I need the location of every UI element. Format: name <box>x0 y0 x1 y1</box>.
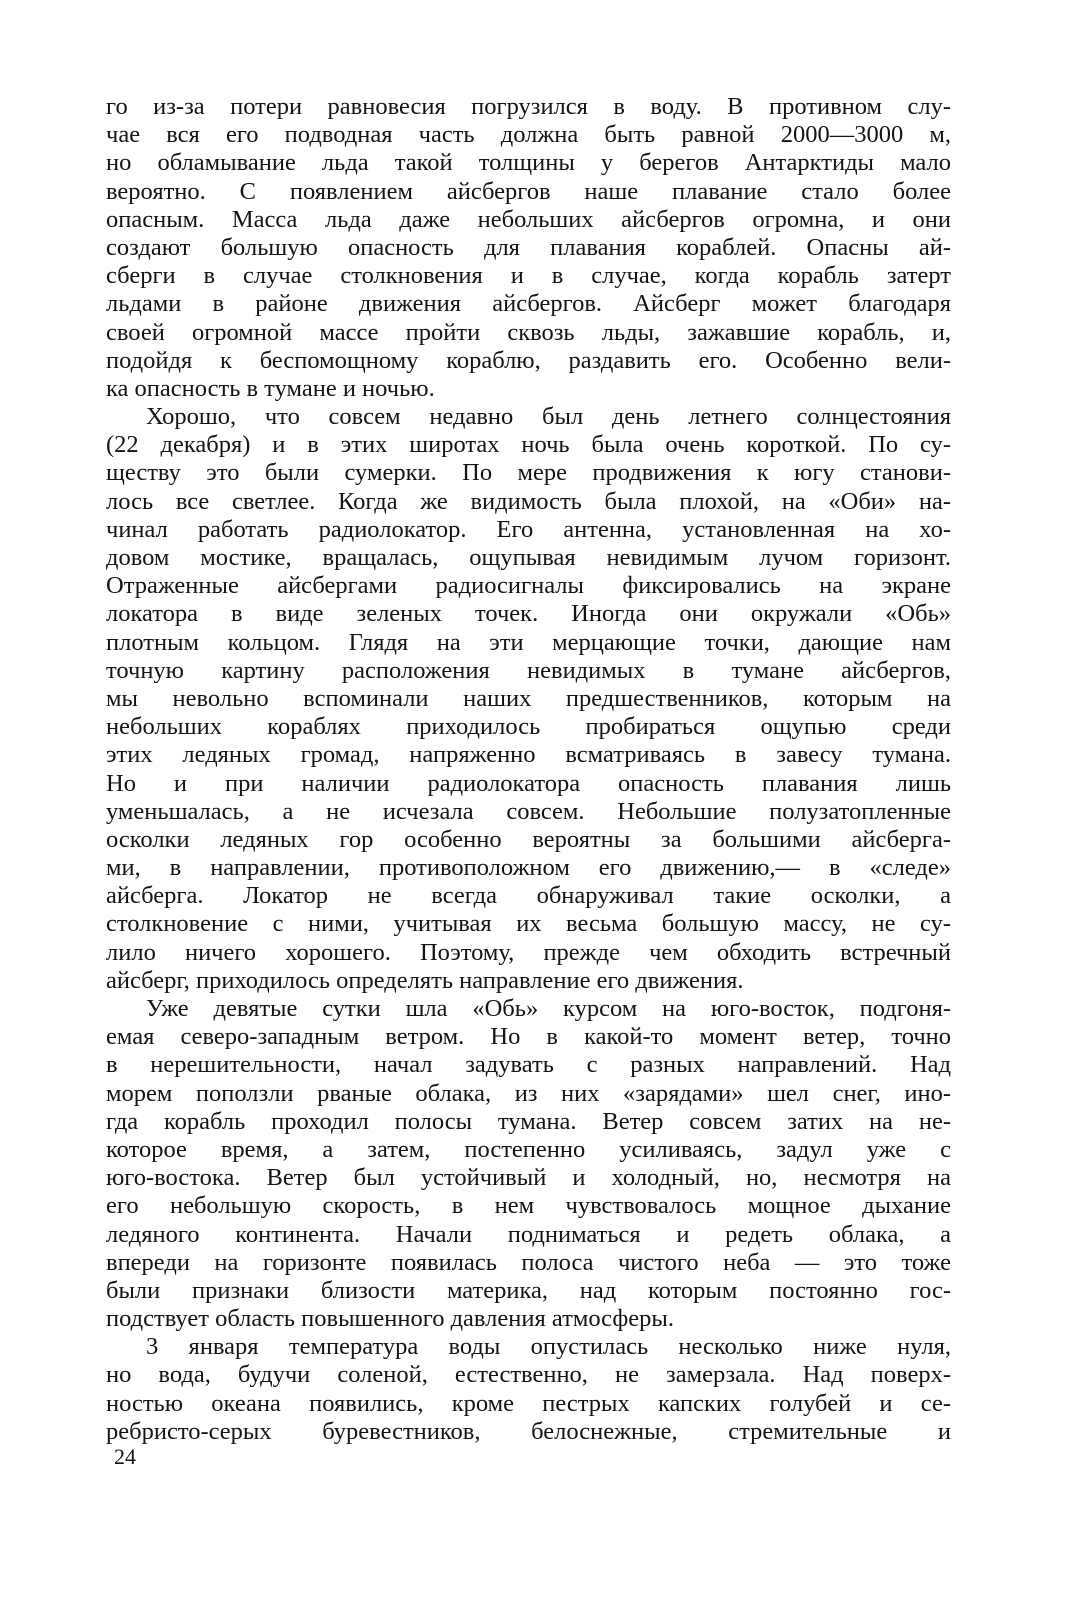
text-line: чинал работать радиолокатор. Его антенна, установленная на хо- <box>106 515 951 543</box>
page-number: 24 <box>114 1444 136 1469</box>
text-line: морем поползли рваные облака, из них «зарядами» шел снег, ино- <box>106 1079 951 1107</box>
text-line: небольших кораблях приходилось пробираться ощупью среди <box>106 713 951 741</box>
text-line: юго-востока. Ветер был устойчивый и холодный, но, несмотря на <box>106 1164 951 1192</box>
text-line: мы невольно вспоминали наших предшественников, которым на <box>106 684 951 712</box>
text-line: довом мостике, вращалась, ощупывая невидимым лучом горизонт. <box>106 544 951 571</box>
text-line: создают большую опасность для плавания кораблей. Опасны ай- <box>106 233 951 261</box>
text-line: (22 декабря) и в этих широтах ночь была очень короткой. По су- <box>106 431 951 459</box>
text-line: айсберг, приходилось определять направление его движения. <box>106 966 744 994</box>
text-line: точную картину расположения невидимых в тумане айсбергов, <box>106 656 951 684</box>
text-line: ностью океана появились, кроме пестрых капских голубей и се- <box>106 1389 951 1417</box>
text-line: емая северо-западным ветром. Но в какой-то момент ветер, точно <box>106 1023 951 1051</box>
paragraph <box>106 1333 951 1446</box>
text-line: Отраженные айсбергами радиосигналы фиксировались на экране <box>106 572 951 600</box>
text-line: локатора в виде зеленых точек. Иногда они окружали «Обь» <box>106 600 951 628</box>
text-line: ледяного континента. Начали подниматься и редеть облака, а <box>106 1220 951 1248</box>
text-line: в нерешительности, начал задувать с разных направлений. Над <box>106 1051 951 1079</box>
text-line: этих ледяных громад, напряженно всматриваясь в завесу тумана. <box>106 741 951 769</box>
text-line: столкновение с ними, учитывая их весьма большую массу, не су- <box>106 910 951 938</box>
text-line: подствует область повышенного давления атмосферы. <box>106 1305 674 1333</box>
paragraph <box>106 995 951 1333</box>
text-line: гда корабль проходил полосы тумана. Ветер совсем затих на не- <box>106 1107 951 1135</box>
text-line: ществу это были сумерки. По мере продвижения к югу станови- <box>106 459 951 487</box>
text-line: но обламывание льда такой толщины у берегов Антарктиды мало <box>106 149 951 177</box>
text-line: его небольшую скорость, в нем чувствовалось мощное дыхание <box>106 1192 951 1220</box>
text-line: лось все светлее. Когда же видимость была плохой, на «Оби» на- <box>106 487 951 515</box>
text-line: айсберга. Локатор не всегда обнаруживал такие осколки, а <box>106 882 951 910</box>
text-line: 3 января температура воды опустилась несколько ниже нуля, <box>146 1333 951 1361</box>
text-line: которое время, а затем, постепенно усиливаясь, задул уже с <box>106 1135 951 1163</box>
text-line: льдами в районе движения айсбергов. Айсберг может благодаря <box>106 290 951 318</box>
text-line: плотным кольцом. Глядя на эти мерцающие точки, дающие нам <box>106 628 951 656</box>
paragraph <box>106 403 951 995</box>
text-line: уменьшалась, а не исчезала совсем. Небольшие полузатопленные <box>106 797 951 825</box>
text-line: осколки ледяных гор особенно вероятны за большими айсберга- <box>106 825 951 853</box>
text-line: го из-за потери равновесия погрузился в воду. В противном слу- <box>106 93 951 120</box>
text-line: Хорошо, что совсем недавно был день летнего солнцестояния <box>146 403 951 431</box>
text-line: Но и при наличии радиолокатора опасность плавания лишь <box>106 769 951 797</box>
text-line: но вода, будучи соленой, естественно, не замерзала. Над поверх- <box>106 1361 951 1389</box>
text-line: ми, в направлении, противоположном его движению,— в «следе» <box>106 854 951 882</box>
text-line: подойдя к беспомощному кораблю, раздавить его. Особенно вели- <box>106 346 951 374</box>
text-line: чае вся его подводная часть должна быть равной 2000—3000 м, <box>106 121 951 149</box>
body-text <box>106 93 951 1446</box>
text-line: Уже девятые сутки шла «Обь» курсом на юго-восток, подгоня- <box>146 995 951 1022</box>
text-line: опасным. Масса льда даже небольших айсбергов огромна, и они <box>106 205 951 233</box>
text-line: впереди на горизонте появилась полоса чистого неба — это тоже <box>106 1248 951 1276</box>
text-line: сберги в случае столкновения и в случае, когда корабль затерт <box>106 262 951 290</box>
text-line: своей огромной массе пройти сквозь льды, зажавшие корабль, и, <box>106 318 951 346</box>
text-line: ка опасность в тумане и ночью. <box>106 374 435 402</box>
text-line: ребристо-серых буревестников, белоснежные, стремительные и <box>106 1417 951 1445</box>
text-line: были признаки близости материка, над которым постоянно гос- <box>106 1276 951 1304</box>
text-line: вероятно. С появлением айсбергов наше плавание стало более <box>106 177 951 205</box>
paragraph <box>106 93 951 403</box>
text-line: лило ничего хорошего. Поэтому, прежде чем обходить встречный <box>106 938 951 966</box>
